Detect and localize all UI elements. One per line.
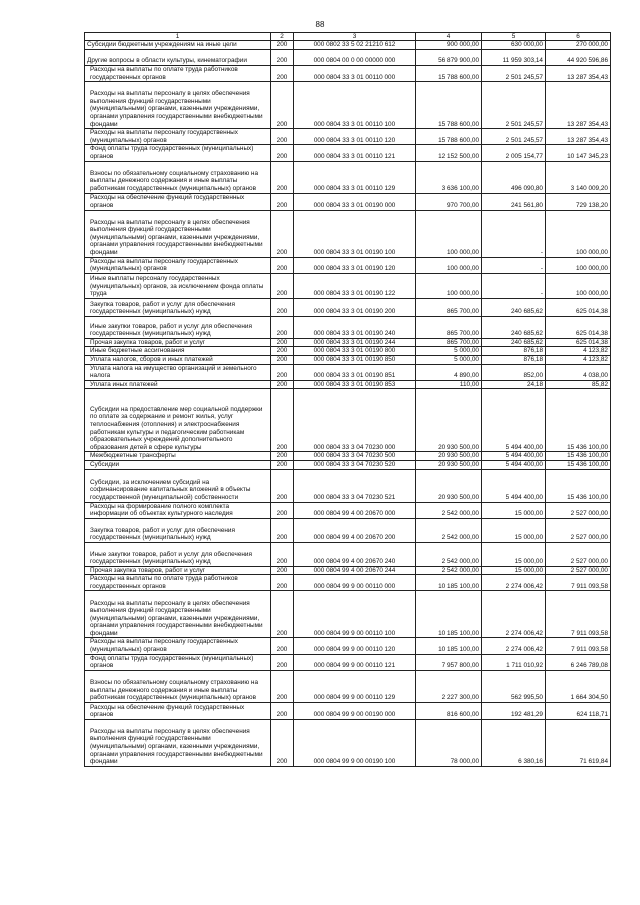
table-row: [85, 41, 611, 50]
table-row: [85, 670, 611, 702]
row-name-cell: Субсидии: [85, 460, 271, 469]
row-budget-code-cell: 000 0804 99 9 00 00190 100: [294, 719, 416, 766]
table-row: [85, 452, 611, 461]
row-name-cell: Субсидии на предоставление мер социальной поддержки по оплате за содержание и ремонт жилья, услуг теплоснабжения (отопления) и электроснабжения работникам культуры и педагогическим работникам образовательных учреждений дополнительного образования детей в сфере культуры: [85, 389, 271, 452]
row-executed-amount-cell: 240 685,62: [482, 338, 546, 347]
row-line-code-cell: 200: [271, 161, 294, 193]
row-line-code-cell: 200: [271, 298, 294, 316]
row-line-code-cell: 200: [271, 257, 294, 273]
row-executed-amount-cell: 6 380,16: [482, 719, 546, 766]
row-approved-amount-cell: 12 152 500,00: [416, 145, 482, 161]
row-budget-code-cell: 000 0802 33 5 02 21210 612: [294, 41, 416, 50]
row-approved-amount-cell: 100 000,00: [416, 210, 482, 257]
row-executed-amount-cell: 2 501 245,57: [482, 129, 546, 145]
table-row: [85, 129, 611, 145]
row-budget-code-cell: 000 0804 33 3 01 00190 240: [294, 316, 416, 338]
row-approved-amount-cell: 20 930 500,00: [416, 452, 482, 461]
row-name-cell: Иные выплаты персоналу государственных (муниципальных) органов, за исключением фонда оплаты труда: [85, 273, 271, 298]
row-name-cell: Взносы по обязательному социальному страхованию на выплаты денежного содержания и иные выплаты работникам государственных (муниципальных) органов: [85, 161, 271, 193]
row-name-cell: Фонд оплаты труда государственных (муниципальных) органов: [85, 145, 271, 161]
row-remaining-amount-cell: 15 436 100,00: [546, 452, 611, 461]
row-approved-amount-cell: 865 700,00: [416, 338, 482, 347]
row-budget-code-cell: 000 0804 33 3 01 00190 800: [294, 347, 416, 356]
header-cell: 2: [271, 33, 294, 41]
row-executed-amount-cell: 5 494 400,00: [482, 452, 546, 461]
table-row: [85, 210, 611, 257]
table-row: [85, 338, 611, 347]
row-remaining-amount-cell: 4 123,82: [546, 347, 611, 356]
row-name-cell: Фонд оплаты труда государственных (муниципальных) органов: [85, 654, 271, 670]
row-approved-amount-cell: 865 700,00: [416, 316, 482, 338]
row-remaining-amount-cell: 15 436 100,00: [546, 460, 611, 469]
row-budget-code-cell: 000 0804 00 0 00 00000 000: [294, 50, 416, 66]
row-remaining-amount-cell: 729 138,20: [546, 193, 611, 210]
row-budget-code-cell: 000 0804 33 3 01 00190 100: [294, 210, 416, 257]
row-remaining-amount-cell: 13 287 354,43: [546, 82, 611, 129]
table-row: [85, 566, 611, 575]
row-line-code-cell: 200: [271, 347, 294, 356]
row-executed-amount-cell: -: [482, 210, 546, 257]
row-approved-amount-cell: 78 000,00: [416, 719, 482, 766]
row-budget-code-cell: 000 0804 33 3 04 70230 500: [294, 452, 416, 461]
row-approved-amount-cell: 20 930 500,00: [416, 460, 482, 469]
row-remaining-amount-cell: 2 527 000,00: [546, 518, 611, 542]
row-remaining-amount-cell: 15 436 100,00: [546, 469, 611, 502]
row-executed-amount-cell: 852,00: [482, 364, 546, 380]
row-name-cell: Иные закупки товаров, работ и услуг для обеспечения государственных (муниципальных) нужд: [85, 542, 271, 566]
table-row: [85, 316, 611, 338]
row-approved-amount-cell: 7 957 800,00: [416, 654, 482, 670]
row-approved-amount-cell: 10 185 100,00: [416, 638, 482, 654]
row-approved-amount-cell: 865 700,00: [416, 298, 482, 316]
row-line-code-cell: 200: [271, 129, 294, 145]
row-approved-amount-cell: 15 788 600,00: [416, 66, 482, 82]
row-approved-amount-cell: 56 879 900,00: [416, 50, 482, 66]
table-row: [85, 591, 611, 638]
row-remaining-amount-cell: 625 014,38: [546, 316, 611, 338]
table-row: [85, 575, 611, 591]
row-remaining-amount-cell: 625 014,38: [546, 338, 611, 347]
row-name-cell: Иные закупки товаров, работ и услуг для обеспечения государственных (муниципальных) нужд: [85, 316, 271, 338]
row-line-code-cell: 200: [271, 452, 294, 461]
row-line-code-cell: 200: [271, 50, 294, 66]
row-budget-code-cell: 000 0804 33 3 01 00190 853: [294, 380, 416, 389]
row-budget-code-cell: 000 0804 33 3 01 00190 200: [294, 298, 416, 316]
row-executed-amount-cell: 192 481,29: [482, 702, 546, 719]
table-row: [85, 257, 611, 273]
row-executed-amount-cell: 15 000,00: [482, 566, 546, 575]
table-row: [85, 273, 611, 298]
row-name-cell: Субсидии, за исключением субсидий на софинансирование капитальных вложений в объекты государственной (муниципальной) собственности: [85, 469, 271, 502]
row-executed-amount-cell: 630 000,00: [482, 41, 546, 50]
budget-execution-table: [84, 32, 611, 767]
row-approved-amount-cell: 110,00: [416, 380, 482, 389]
row-name-cell: Расходы на выплаты персоналу в целях обеспечения выполнения функций государственными (муниципальными) органами, казенными учреждениями, органами управления государственными внебюджетными фондами: [85, 719, 271, 766]
row-budget-code-cell: 000 0804 99 4 00 20670 200: [294, 518, 416, 542]
row-remaining-amount-cell: 7 911 093,58: [546, 575, 611, 591]
row-line-code-cell: 200: [271, 502, 294, 518]
header-cell: 4: [416, 33, 482, 41]
row-approved-amount-cell: 100 000,00: [416, 273, 482, 298]
row-line-code-cell: 200: [271, 41, 294, 50]
row-name-cell: Закупка товаров, работ и услуг для обеспечения государственных (муниципальных) нужд: [85, 518, 271, 542]
row-line-code-cell: 200: [271, 193, 294, 210]
row-executed-amount-cell: 240 685,62: [482, 316, 546, 338]
row-executed-amount-cell: 1 711 010,92: [482, 654, 546, 670]
row-name-cell: Взносы по обязательному социальному страхованию на выплаты денежного содержания и иные выплаты работникам государственных (муниципальных) органов: [85, 670, 271, 702]
row-approved-amount-cell: 20 930 500,00: [416, 389, 482, 452]
row-budget-code-cell: 000 0804 99 9 00 00110 000: [294, 575, 416, 591]
table-row: [85, 347, 611, 356]
row-budget-code-cell: 000 0804 99 9 00 00110 120: [294, 638, 416, 654]
table-row: [85, 145, 611, 161]
row-name-cell: Расходы на обеспечение функций государственных органов: [85, 193, 271, 210]
row-approved-amount-cell: 15 788 600,00: [416, 82, 482, 129]
row-line-code-cell: 200: [271, 210, 294, 257]
row-name-cell: Расходы на обеспечение функций государственных органов: [85, 702, 271, 719]
row-name-cell: Уплата налога на имущество организаций и земельного налога: [85, 364, 271, 380]
row-line-code-cell: 200: [271, 566, 294, 575]
row-executed-amount-cell: -: [482, 273, 546, 298]
row-executed-amount-cell: 11 959 303,14: [482, 50, 546, 66]
row-remaining-amount-cell: 15 436 100,00: [546, 389, 611, 452]
row-budget-code-cell: 000 0804 99 4 00 20670 244: [294, 566, 416, 575]
row-name-cell: Расходы на формирование полного комплекта информации об объектах культурного наследия: [85, 502, 271, 518]
row-line-code-cell: 200: [271, 460, 294, 469]
row-budget-code-cell: 000 0804 33 3 04 70230 521: [294, 469, 416, 502]
row-name-cell: Прочая закупка товаров, работ и услуг: [85, 338, 271, 347]
row-line-code-cell: 200: [271, 702, 294, 719]
row-executed-amount-cell: 15 000,00: [482, 518, 546, 542]
row-approved-amount-cell: 2 542 000,00: [416, 566, 482, 575]
row-name-cell: Расходы на выплаты по оплате труда работников государственных органов: [85, 66, 271, 82]
table-row: [85, 66, 611, 82]
table-body: [85, 41, 611, 767]
row-remaining-amount-cell: 13 287 354,43: [546, 66, 611, 82]
row-line-code-cell: 200: [271, 389, 294, 452]
row-remaining-amount-cell: 4 038,00: [546, 364, 611, 380]
row-remaining-amount-cell: 2 527 000,00: [546, 542, 611, 566]
table-row: [85, 298, 611, 316]
row-line-code-cell: 200: [271, 355, 294, 364]
row-line-code-cell: 200: [271, 719, 294, 766]
table-row: [85, 389, 611, 452]
row-executed-amount-cell: -: [482, 257, 546, 273]
row-line-code-cell: 200: [271, 542, 294, 566]
row-executed-amount-cell: 15 000,00: [482, 542, 546, 566]
row-remaining-amount-cell: 44 920 596,86: [546, 50, 611, 66]
row-remaining-amount-cell: 71 619,84: [546, 719, 611, 766]
table-row: [85, 161, 611, 193]
row-budget-code-cell: 000 0804 33 3 01 00190 122: [294, 273, 416, 298]
row-remaining-amount-cell: 13 287 354,43: [546, 129, 611, 145]
row-remaining-amount-cell: 3 140 009,20: [546, 161, 611, 193]
table-row: [85, 502, 611, 518]
table-row: [85, 518, 611, 542]
table-row: [85, 355, 611, 364]
row-name-cell: Расходы на выплаты персоналу в целях обеспечения выполнения функций государственными (муниципальными) органами, казенными учреждениями, органами управления государственными внебюджетными фондами: [85, 591, 271, 638]
row-approved-amount-cell: 4 890,00: [416, 364, 482, 380]
row-executed-amount-cell: 2 501 245,57: [482, 66, 546, 82]
table-row: [85, 542, 611, 566]
row-executed-amount-cell: 2 501 245,57: [482, 82, 546, 129]
table-row: [85, 364, 611, 380]
row-line-code-cell: 200: [271, 364, 294, 380]
row-executed-amount-cell: 496 090,80: [482, 161, 546, 193]
row-line-code-cell: 200: [271, 469, 294, 502]
row-name-cell: Прочая закупка товаров, работ и услуг: [85, 566, 271, 575]
row-name-cell: Расходы на выплаты персоналу в целях обеспечения выполнения функций государственными (муниципальными) органами, казенными учреждениями, органами управления государственными внебюджетными фондами: [85, 82, 271, 129]
row-approved-amount-cell: 100 000,00: [416, 257, 482, 273]
row-executed-amount-cell: 2 274 006,42: [482, 575, 546, 591]
row-remaining-amount-cell: 100 000,00: [546, 210, 611, 257]
header-cell: 1: [85, 33, 271, 41]
row-name-cell: Расходы на выплаты персоналу государственных (муниципальных) органов: [85, 257, 271, 273]
row-budget-code-cell: 000 0804 33 3 01 00190 000: [294, 193, 416, 210]
row-remaining-amount-cell: 7 911 093,58: [546, 638, 611, 654]
row-remaining-amount-cell: 625 014,38: [546, 298, 611, 316]
row-approved-amount-cell: 5 000,00: [416, 347, 482, 356]
row-budget-code-cell: 000 0804 33 3 01 00110 120: [294, 129, 416, 145]
row-name-cell: Расходы на выплаты по оплате труда работников государственных органов: [85, 575, 271, 591]
row-approved-amount-cell: 10 185 100,00: [416, 575, 482, 591]
row-executed-amount-cell: 24,18: [482, 380, 546, 389]
row-budget-code-cell: 000 0804 33 3 01 00110 121: [294, 145, 416, 161]
table-row: [85, 654, 611, 670]
row-executed-amount-cell: 5 494 400,00: [482, 389, 546, 452]
row-approved-amount-cell: 15 788 600,00: [416, 129, 482, 145]
row-remaining-amount-cell: 1 664 304,50: [546, 670, 611, 702]
row-remaining-amount-cell: 4 123,82: [546, 355, 611, 364]
row-remaining-amount-cell: 2 527 000,00: [546, 566, 611, 575]
row-line-code-cell: 200: [271, 670, 294, 702]
row-budget-code-cell: 000 0804 99 4 00 20670 000: [294, 502, 416, 518]
row-budget-code-cell: 000 0804 33 3 01 00190 851: [294, 364, 416, 380]
table-row: [85, 193, 611, 210]
row-line-code-cell: 200: [271, 316, 294, 338]
row-line-code-cell: 200: [271, 638, 294, 654]
row-line-code-cell: 200: [271, 575, 294, 591]
row-approved-amount-cell: 900 000,00: [416, 41, 482, 50]
row-executed-amount-cell: 5 494 400,00: [482, 469, 546, 502]
row-remaining-amount-cell: 10 147 345,23: [546, 145, 611, 161]
table-header-row: [85, 33, 611, 41]
header-cell: 3: [294, 33, 416, 41]
row-executed-amount-cell: 562 995,50: [482, 670, 546, 702]
row-budget-code-cell: 000 0804 33 3 01 00110 000: [294, 66, 416, 82]
page-number: 88: [315, 20, 325, 29]
row-executed-amount-cell: 240 685,62: [482, 298, 546, 316]
row-budget-code-cell: 000 0804 33 3 01 00190 850: [294, 355, 416, 364]
row-budget-code-cell: 000 0804 99 4 00 20670 240: [294, 542, 416, 566]
row-budget-code-cell: 000 0804 99 9 00 00110 100: [294, 591, 416, 638]
row-name-cell: Уплата налогов, сборов и иных платежей: [85, 355, 271, 364]
row-budget-code-cell: 000 0804 33 3 01 00110 100: [294, 82, 416, 129]
row-remaining-amount-cell: 624 118,71: [546, 702, 611, 719]
row-executed-amount-cell: 2 274 006,42: [482, 591, 546, 638]
row-name-cell: Уплата иных платежей: [85, 380, 271, 389]
row-approved-amount-cell: 970 700,00: [416, 193, 482, 210]
table-row: [85, 638, 611, 654]
row-remaining-amount-cell: 100 000,00: [546, 273, 611, 298]
row-remaining-amount-cell: 6 246 789,08: [546, 654, 611, 670]
row-approved-amount-cell: 2 542 000,00: [416, 542, 482, 566]
row-budget-code-cell: 000 0804 33 3 01 00190 244: [294, 338, 416, 347]
row-budget-code-cell: 000 0804 99 9 00 00110 121: [294, 654, 416, 670]
row-executed-amount-cell: 15 000,00: [482, 502, 546, 518]
row-line-code-cell: 200: [271, 273, 294, 298]
row-remaining-amount-cell: 2 527 000,00: [546, 502, 611, 518]
row-budget-code-cell: 000 0804 33 3 04 70230 520: [294, 460, 416, 469]
table-row: [85, 82, 611, 129]
row-approved-amount-cell: 20 930 500,00: [416, 469, 482, 502]
row-name-cell: Расходы на выплаты персоналу государственных (муниципальных) органов: [85, 638, 271, 654]
row-executed-amount-cell: 876,18: [482, 347, 546, 356]
table-row: [85, 460, 611, 469]
row-line-code-cell: 200: [271, 66, 294, 82]
row-approved-amount-cell: 5 000,00: [416, 355, 482, 364]
table-row: [85, 702, 611, 719]
row-approved-amount-cell: 816 600,00: [416, 702, 482, 719]
row-line-code-cell: 200: [271, 654, 294, 670]
row-executed-amount-cell: 2 005 154,77: [482, 145, 546, 161]
row-approved-amount-cell: 2 227 300,00: [416, 670, 482, 702]
row-name-cell: Межбюджетные трансферты: [85, 452, 271, 461]
row-remaining-amount-cell: 7 911 093,58: [546, 591, 611, 638]
row-executed-amount-cell: 876,18: [482, 355, 546, 364]
row-approved-amount-cell: 2 542 000,00: [416, 518, 482, 542]
table-row: [85, 719, 611, 766]
row-budget-code-cell: 000 0804 33 3 01 00190 120: [294, 257, 416, 273]
row-name-cell: Расходы на выплаты персоналу в целях обеспечения выполнения функций государственными (муниципальными) органами, казенными учреждениями, органами управления государственными внебюджетными фондами: [85, 210, 271, 257]
row-budget-code-cell: 000 0804 99 9 00 00190 000: [294, 702, 416, 719]
row-line-code-cell: 200: [271, 145, 294, 161]
row-name-cell: Иные бюджетные ассигнования: [85, 347, 271, 356]
table-row: [85, 469, 611, 502]
row-executed-amount-cell: 5 494 400,00: [482, 460, 546, 469]
row-line-code-cell: 200: [271, 82, 294, 129]
row-budget-code-cell: 000 0804 99 9 00 00110 129: [294, 670, 416, 702]
row-approved-amount-cell: 10 185 100,00: [416, 591, 482, 638]
row-approved-amount-cell: 2 542 000,00: [416, 502, 482, 518]
row-executed-amount-cell: 2 274 006,42: [482, 638, 546, 654]
row-remaining-amount-cell: 85,82: [546, 380, 611, 389]
row-budget-code-cell: 000 0804 33 3 04 70230 000: [294, 389, 416, 452]
header-cell: 6: [546, 33, 611, 41]
row-name-cell: Субсидии бюджетным учреждениям на иные цели: [85, 41, 271, 50]
table-row: [85, 50, 611, 66]
row-line-code-cell: 200: [271, 380, 294, 389]
row-executed-amount-cell: 241 561,80: [482, 193, 546, 210]
table-row: [85, 380, 611, 389]
row-line-code-cell: 200: [271, 518, 294, 542]
row-name-cell: Закупка товаров, работ и услуг для обеспечения государственных (муниципальных) нужд: [85, 298, 271, 316]
row-line-code-cell: 200: [271, 591, 294, 638]
header-cell: 5: [482, 33, 546, 41]
row-remaining-amount-cell: 100 000,00: [546, 257, 611, 273]
row-name-cell: Другие вопросы в области культуры, кинематографии: [85, 50, 271, 66]
row-name-cell: Расходы на выплаты персоналу государственных (муниципальных) органов: [85, 129, 271, 145]
row-approved-amount-cell: 3 636 100,00: [416, 161, 482, 193]
row-line-code-cell: 200: [271, 338, 294, 347]
row-budget-code-cell: 000 0804 33 3 01 00110 129: [294, 161, 416, 193]
row-remaining-amount-cell: 270 000,00: [546, 41, 611, 50]
